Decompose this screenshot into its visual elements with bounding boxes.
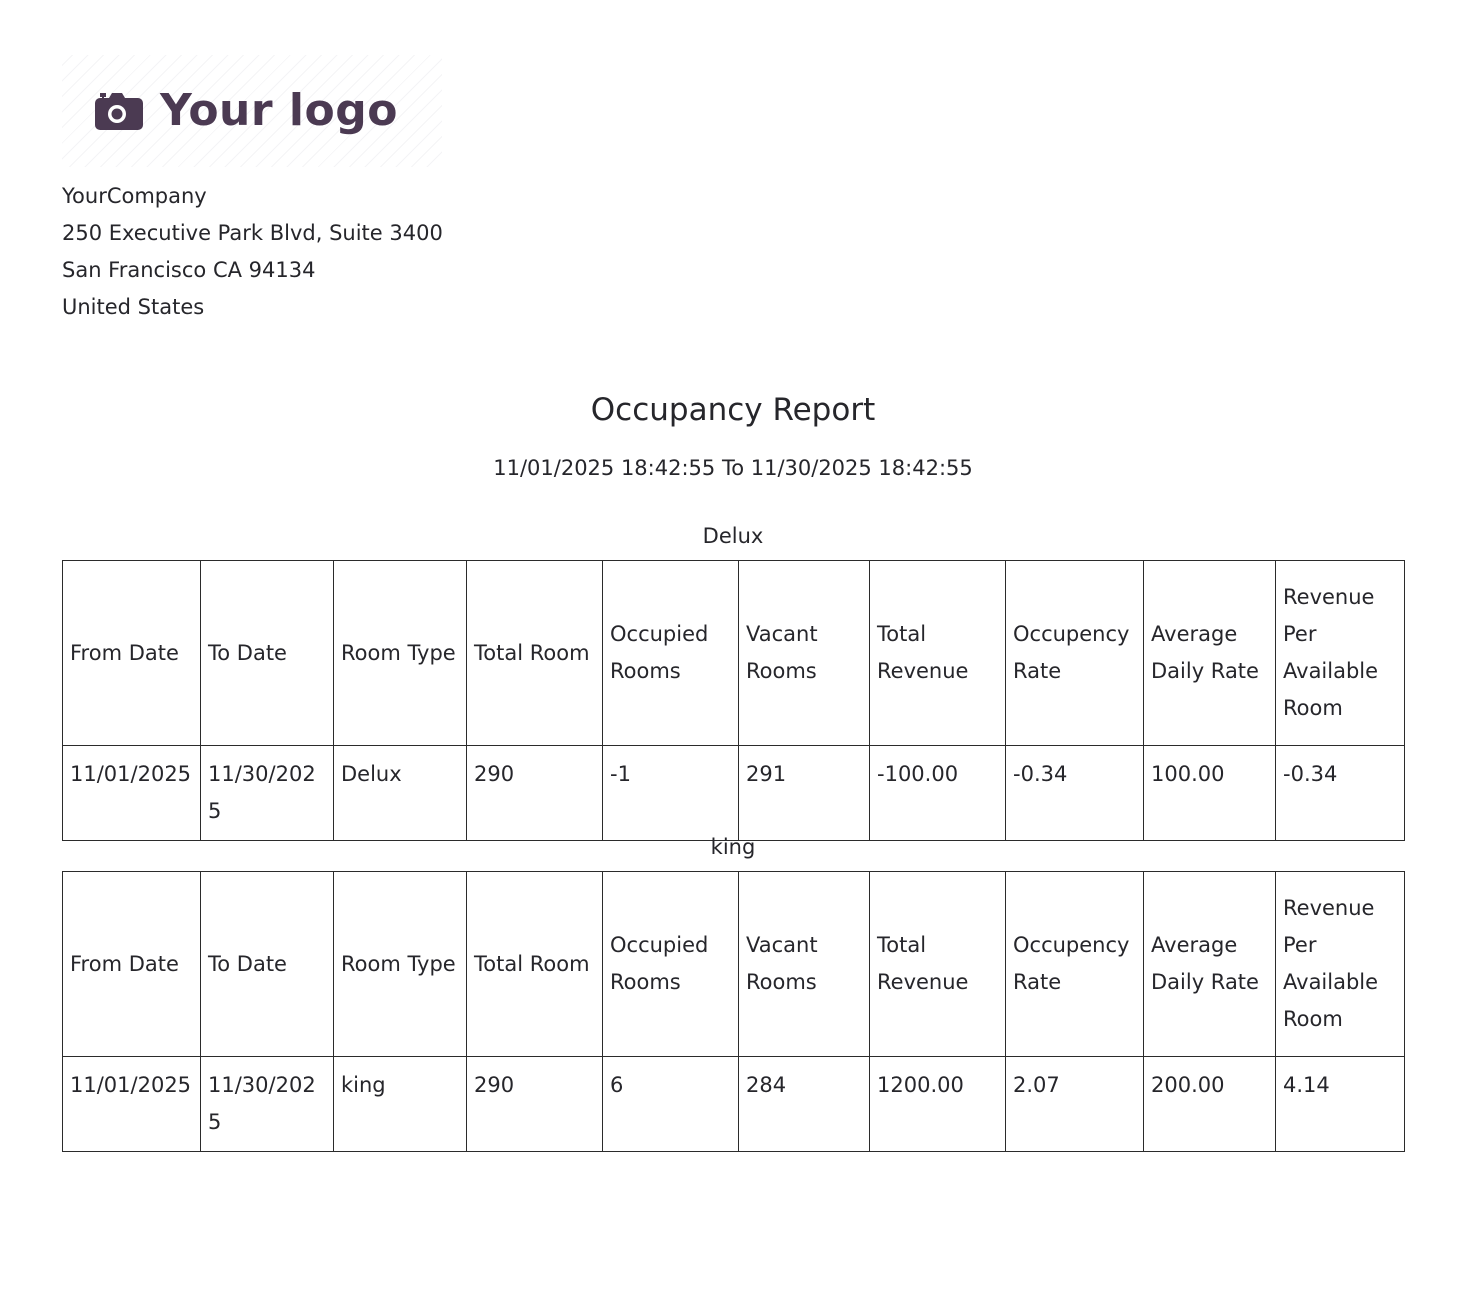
- column-header-room-type: Room Type: [334, 561, 467, 746]
- occupancy-table: [62, 871, 1405, 1152]
- column-header-vacant-rooms: Vacant Rooms: [739, 561, 870, 746]
- column-header-vacant-rooms: Vacant Rooms: [739, 872, 870, 1057]
- page-title: Occupancy Report: [590, 392, 876, 428]
- section-caption: Delux: [702, 524, 764, 548]
- column-header-occupancy-rate: Occupency Rate: [1006, 872, 1144, 1057]
- cell-total-room: 290: [467, 746, 603, 841]
- column-header-revpar: Revenue Per Available Room: [1276, 561, 1405, 746]
- company-name: YourCompany: [62, 184, 207, 208]
- column-header-to-date: To Date: [201, 561, 334, 746]
- company-address-line1: 250 Executive Park Blvd, Suite 3400: [62, 221, 443, 245]
- column-header-from-date: From Date: [63, 561, 201, 746]
- column-header-to-date: To Date: [201, 872, 334, 1057]
- cell-to-date: 11/30/2025: [201, 746, 334, 841]
- company-address-line2: San Francisco CA 94134: [62, 258, 316, 282]
- column-header-occupied-rooms: Occupied Rooms: [603, 561, 739, 746]
- camera-icon: [90, 87, 146, 135]
- cell-occupancy-rate: 2.07: [1006, 1057, 1144, 1152]
- table-header-row: [63, 561, 1405, 746]
- logo-text: Your logo: [160, 85, 398, 136]
- report-date-range: 11/01/2025 18:42:55 To 11/30/2025 18:42:55: [493, 456, 973, 480]
- column-header-average-daily-rate: Average Daily Rate: [1144, 872, 1276, 1057]
- section-caption: king: [710, 835, 756, 859]
- cell-total-revenue: -100.00: [870, 746, 1006, 841]
- cell-occupancy-rate: -0.34: [1006, 746, 1144, 841]
- cell-room-type: king: [334, 1057, 467, 1152]
- cell-from-date: 11/01/2025: [63, 1057, 201, 1152]
- occupancy-table: [62, 560, 1405, 841]
- company-country: United States: [62, 295, 205, 319]
- column-header-revpar: Revenue Per Available Room: [1276, 872, 1405, 1057]
- column-header-total-revenue: Total Revenue: [870, 561, 1006, 746]
- cell-average-daily-rate: 100.00: [1144, 746, 1276, 841]
- column-header-total-revenue: Total Revenue: [870, 872, 1006, 1057]
- cell-total-revenue: 1200.00: [870, 1057, 1006, 1152]
- column-header-occupancy-rate: Occupency Rate: [1006, 561, 1144, 746]
- company-address: [62, 178, 443, 326]
- column-header-occupied-rooms: Occupied Rooms: [603, 872, 739, 1057]
- report-section-king: [62, 835, 1404, 1152]
- logo-block: [62, 55, 442, 167]
- table-row: [63, 746, 1405, 841]
- logo-inner: [62, 87, 398, 135]
- column-header-total-room: Total Room: [467, 872, 603, 1057]
- cell-total-room: 290: [467, 1057, 603, 1152]
- cell-occupied-rooms: 6: [603, 1057, 739, 1152]
- table-header-row: [63, 872, 1405, 1057]
- cell-from-date: 11/01/2025: [63, 746, 201, 841]
- cell-vacant-rooms: 291: [739, 746, 870, 841]
- cell-average-daily-rate: 200.00: [1144, 1057, 1276, 1152]
- column-header-total-room: Total Room: [467, 561, 603, 746]
- table-row: [63, 1057, 1405, 1152]
- column-header-average-daily-rate: Average Daily Rate: [1144, 561, 1276, 746]
- cell-to-date: 11/30/2025: [201, 1057, 334, 1152]
- report-section-delux: [62, 524, 1404, 841]
- cell-room-type: Delux: [334, 746, 467, 841]
- cell-revpar: 4.14: [1276, 1057, 1405, 1152]
- column-header-from-date: From Date: [63, 872, 201, 1057]
- column-header-room-type: Room Type: [334, 872, 467, 1057]
- cell-revpar: -0.34: [1276, 746, 1405, 841]
- cell-vacant-rooms: 284: [739, 1057, 870, 1152]
- cell-occupied-rooms: -1: [603, 746, 739, 841]
